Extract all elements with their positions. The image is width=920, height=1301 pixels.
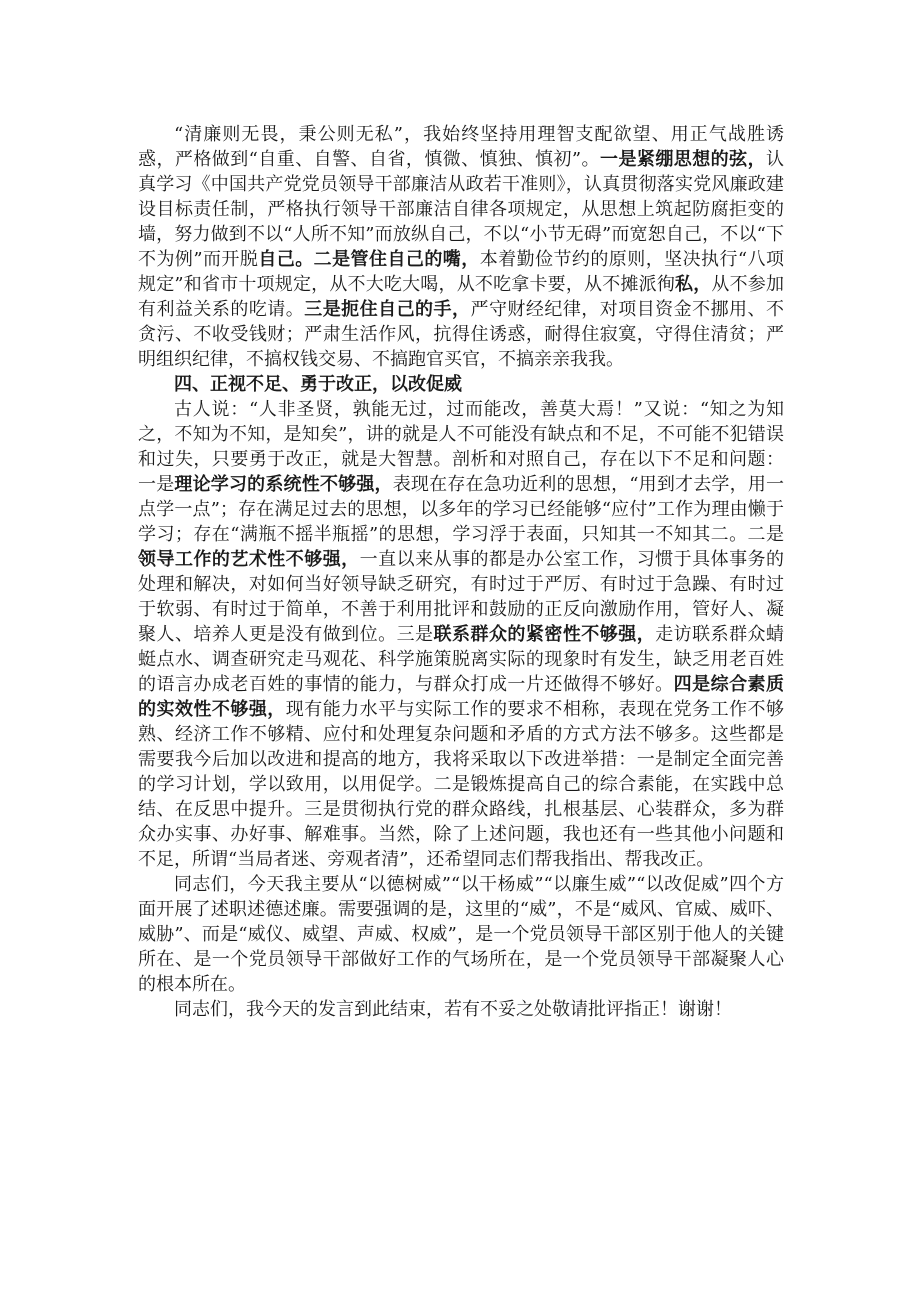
paragraph-closing <box>138 997 784 1022</box>
section-heading: 四、正视不足、勇于改正，以改促威 <box>174 374 462 395</box>
paragraph-text: 同志们，我今天的发言到此结束，若有不妥之处敬请批评指正！谢谢！ <box>174 999 732 1020</box>
paragraph-text: 本着勤俭节约的原则，坚决执行“八项规定”和省市十项规定，从不大吃大喝，从不吃拿卡要，从不摊派徇 <box>138 249 785 295</box>
paragraph-integrity <box>138 122 784 372</box>
paragraph-text: 古人说：“人非圣贤，孰能无过，过而能改，善莫大焉！”又说：“知之为知之，不知为不知，是知矣”，讲的就是人不可能没有缺点和不足，不可能不犯错误和过失，只要勇于改正，就是大智慧。剖析和对照自己，存在以下不足和问题：一是 <box>138 399 784 495</box>
bold-shortcoming-one: 理论学习的系统性不够强， <box>174 474 393 495</box>
paragraph-text: 严守财经纪律，对项目资金不挪用、不贪污、不收受钱财；严肃生活作风，抗得住诱惑，耐得住寂寞，守得住清贫；严明组织纪律，不搞权钱交易、不搞跑官买官，不搞亲亲我我。 <box>138 299 784 370</box>
paragraph-text: 表现在存在急功近利的思想，“用到才去学，用一点学一点”；存在满足过去的思想，以多年的学习已经能够“应付”工作为理由懒于学习；存在“满瓶不摇半瓶摇”的思想，学习浮于表面，只知其一不知其二。二是 <box>138 474 785 545</box>
paragraph-text: “清廉则无畏，秉公则无私”，我始终坚持用理智支配欲望、用正气战胜诱惑，严格做到“自重、自警、自省，慎微、慎独、慎初”。 <box>138 124 784 170</box>
paragraph-shortcomings <box>138 397 784 872</box>
bold-point-two: 自己。二是管住自己的嘴， <box>258 249 480 270</box>
paragraph-text: 同志们，今天我主要从“以德树威”“以干杨威”“以廉生威”“以改促威”四个方面开展了述职述德述廉。需要强调的是，这里的“威”，不是“威风、官威、威吓、威胁”、而是“威仪、威望、声威、权威”，是一个党员领导干部区别于他人的关键所在、是一个党员领导干部做好工作的气场所在，是一个党员领导干部凝聚人心的根本所在。 <box>138 874 784 995</box>
paragraph-text: 一直以来从事的都是办公室工作，习惯于具体事务的处理和解决，对如何当好领导缺乏研究，有时过于严厉、有时过于急躁、有时过于软弱、有时过于简单，不善于利用批评和鼓励的正反向激励作用，管好人、凝聚人、培养人更是没有做到位。三是 <box>138 549 785 645</box>
bold-word: 私， <box>675 274 712 295</box>
paragraph-summary <box>138 872 784 997</box>
bold-shortcoming-three: 联系群众的紧密性不够强， <box>433 624 656 645</box>
paragraph-text: 从不参加有利益关系的吃请。 <box>138 274 785 320</box>
bold-point-three: 三是扼住自己的手， <box>304 299 471 320</box>
paragraph-text: 现有能力水平与实际工作的要求不相称，表现在党务工作不够熟、经济工作不够精、应付和处理复杂问题和矛盾的方式方法不够多。这些都是需要我今后加以改进和提高的地方，我将采取以下改进举措：一是制定全面完善的学习计划，学以致用，以用促学。二是锻炼提高自己的综合素能，在实践中总结、在反思中提升。三是贯彻执行党的群众路线，扎根基层、心装群众，多为群众办实事、办好事、解难事。当然，除了上述问题，我也还有一些其他小问题和不足，所谓“当局者迷、旁观者清”，还希望同志们帮我指出、帮我改正。 <box>138 699 784 870</box>
document-body <box>138 122 784 1022</box>
bold-shortcoming-four: 四是综合素质的实效性不够强， <box>138 674 785 720</box>
paragraph-text: 认真学习《中国共产党党员领导干部廉洁从政若干准则》，认真贯彻落实党风廉政建设目标责任制，严格执行领导干部廉洁自律各项规定，从思想上筑起防腐拒变的墙，努力做到不以“人所不知”而放纵自己，不以“小节无碍”而宽恕自己，不以“下不为例”而开脱 <box>138 149 785 270</box>
bold-shortcoming-two: 领导工作的艺术性不够强， <box>138 549 360 570</box>
bold-point-one: 一是紧绷思想的弦， <box>600 149 767 170</box>
paragraph-text: 走访联系群众蜻蜓点水、调查研究走马观花、科学施策脱离实际的现象时有发生，缺乏用老百姓的语言办成老百姓的事情的能力，与群众打成一片还做得不够好。 <box>138 624 785 695</box>
